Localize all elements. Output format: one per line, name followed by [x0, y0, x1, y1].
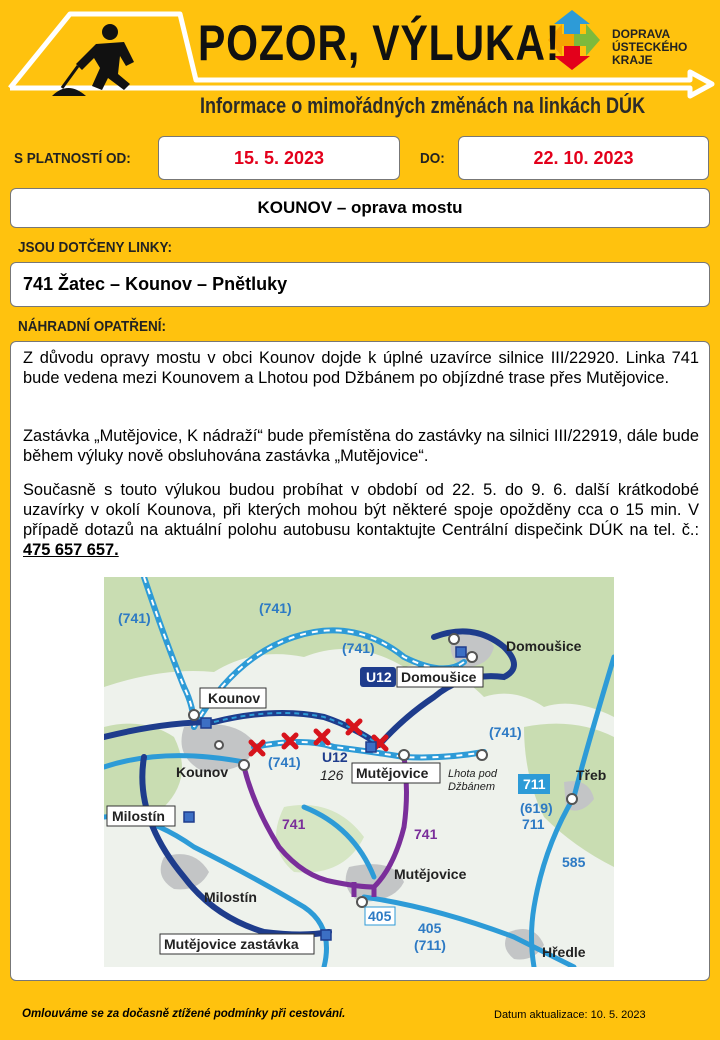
map-label-711: 711 [522, 816, 545, 832]
map-label-domousice: Domoušice [506, 638, 582, 654]
map-label-domousice-station: Domoušice [401, 669, 477, 685]
map-label-trebiv: Třeb [576, 767, 607, 783]
measures-label: NÁHRADNÍ OPATŘENÍ: [18, 318, 166, 335]
valid-from-value: 15. 5. 2023 [158, 136, 400, 180]
map-label-milostin-station: Milostín [112, 808, 165, 824]
footer-updated: Datum aktualizace: 10. 5. 2023 [494, 1009, 646, 1021]
header [0, 0, 720, 130]
map-label-741: (741) [489, 724, 522, 740]
paragraph-1: Z důvodu opravy mostu v obci Kounov dojde k úplné uzavírce silnice III/22920. Linka 741 bude vedena mezi Kounovem a Lhotou pod Džbánem po objízdné trase přes Mutějovice. [23, 349, 699, 387]
valid-to-label: DO: [420, 150, 445, 167]
roadworker-icon [52, 24, 134, 96]
affected-line: 741 Žatec – Kounov – Pnětluky [10, 262, 710, 307]
map-label-lhota-1: Lhota pod [448, 768, 497, 780]
map-label-741: (741) [118, 610, 151, 626]
paragraph-3: Současně s touto výlukou budou probíhat v období od 22. 5. do 9. 6. další krátkodobé uzavírky v okolí Kounova, při kterých mohou být některé spoje opožděny cca o 15 min. V případě dotazů na aktuální polohu autobusu kontaktujte Centrální dispečink DÚK na tel. č.: 475 657 657. [23, 481, 699, 559]
footer-apology: Omlouváme se za dočasně ztížené podmínky při cestování. [22, 1008, 346, 1020]
page-title: POZOR, VÝLUKA! [198, 15, 561, 71]
map-label-741: (741) [342, 640, 375, 656]
map-label-126: 126 [320, 767, 344, 783]
map-label-mutejovice-zastavka: Mutějovice zastávka [164, 936, 299, 952]
map-label-detour-741: 741 [414, 826, 438, 842]
map-badge-u12: U12 [366, 669, 392, 685]
valid-to-value: 22. 10. 2023 [458, 136, 709, 180]
map-badge-405: 405 [368, 908, 392, 924]
map-label-741: (741) [268, 754, 301, 770]
map-label-mutejovice-station: Mutějovice [356, 765, 429, 781]
map-label-kounov-station: Kounov [208, 690, 261, 706]
map-label-lhota-2: Džbánem [448, 781, 496, 793]
map-label-619: (619) [520, 800, 553, 816]
map-label-milostin: Milostín [204, 889, 257, 905]
closure-title: KOUNOV – oprava mostu [10, 188, 710, 228]
map-label-711: (711) [414, 937, 446, 953]
affected-lines-label: JSOU DOTČENY LINKY: [18, 239, 173, 256]
map-label-kounov: Kounov [176, 764, 229, 780]
map-label-405: 405 [418, 920, 442, 936]
map-label-mutejovice: Mutějovice [394, 866, 467, 882]
detour-map [104, 577, 614, 967]
valid-from-label: S PLATNOSTÍ OD: [14, 150, 131, 167]
map-label-u12: U12 [322, 749, 348, 765]
map-label-detour-741: 741 [282, 816, 306, 832]
paragraph-2: Zastávka „Mutějovice, K nádraží“ bude přemístěna do zastávky na silnici III/22919, dále bude během výluky nově obsluhována zastávka „Mutějovice“. [23, 427, 699, 465]
logo-text: DOPRAVA ÚSTECKÉHO KRAJE [612, 27, 688, 67]
measures-box [10, 341, 710, 981]
map-badge-711: 711 [523, 776, 546, 792]
map-label-hredle: Hředle [542, 944, 586, 960]
map-label-741: (741) [259, 600, 292, 616]
dispatch-phone[interactable]: 475 657 657. [23, 541, 119, 559]
map-label-585: 585 [562, 854, 586, 870]
page-subtitle: Informace o mimořádných změnách na linkách DÚK [200, 93, 646, 118]
